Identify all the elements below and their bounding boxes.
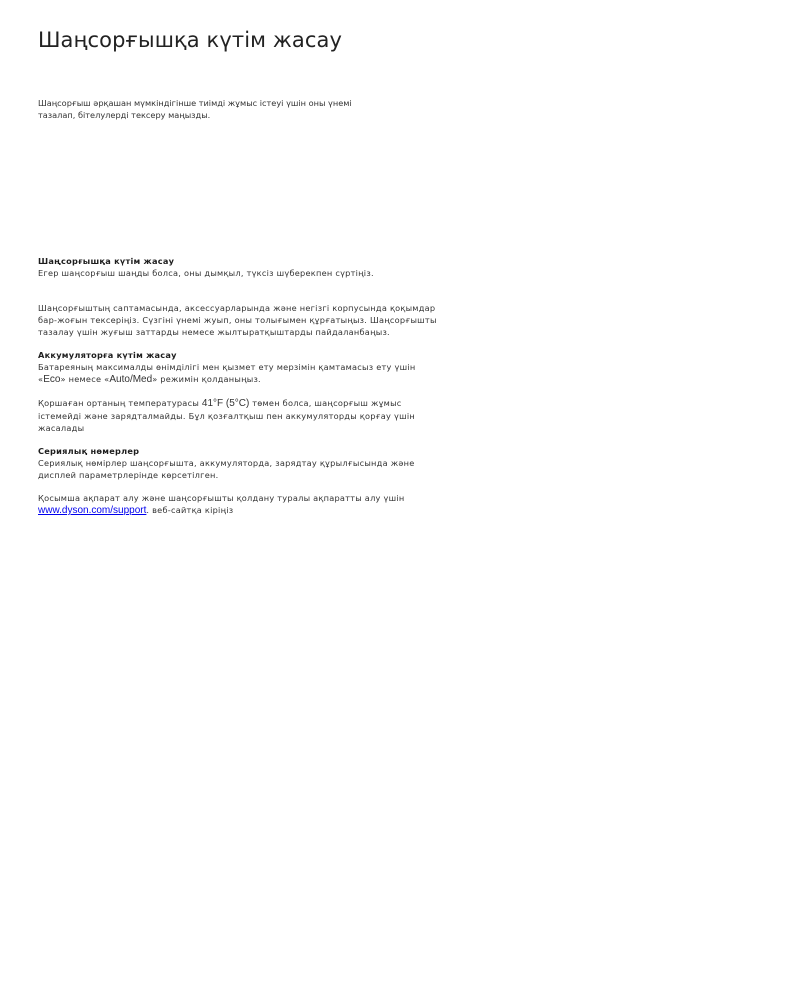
intro-text: Шаңсорғыш әрқашан мүмкіндігінше тиімді жұмыс істеуі үшін оны үнемі тазалап, бітелулерді тексеру маңызды. <box>38 98 352 120</box>
battery-mode-text: Батареяның максималды өнімділігі мен қызмет ету мерзімін қамтамасыз ету үшін «Eco» немесе «Auto/Med» режимін қолданыңыз. <box>38 362 416 385</box>
serial-heading: Сериялық нөмерлер <box>38 446 140 456</box>
serial-text: Сериялық нөмірлер шаңсорғышта, аккумуляторда, зарядтау құрылғысында және дисплей параметрлерінде көрсетілген. <box>38 458 415 480</box>
check-instruction: Шаңсорғыштың саптамасында, аксессуарларында және негізгі корпусында қоқымдар бар-жоғын тексеріңіз. Сүзгіні үнемі жуып, оны толығымен құрғатыңыз. Шаңсорғышты тазалау үшін жуғыш заттарды немесе жылтыратқыштарды пайдаланбаңыз. <box>38 303 437 337</box>
temperature-warning: Қоршаған ортаның температурасы 41°F (5°C) төмен болса, шаңсорғыш жұмыс істемейді және зарядталмайды. Бұл қозғалтқыш пен аккумуляторды қорғау үшін жасалады <box>38 398 415 433</box>
wipe-instruction: Егер шаңсорғыш шаңды болса, оны дымқыл, түксіз шүберекпен сүртіңіз. <box>38 268 374 278</box>
temperature-value: 41°F (5°C) <box>201 398 250 409</box>
support-link[interactable]: www.dyson.com/support <box>38 505 147 516</box>
support-info: Қосымша ақпарат алу және шаңсорғышты қолдану туралы ақпаратты алу үшін www.dyson.com/support. веб-сайтқа кіріңіз <box>38 493 405 516</box>
page-title: Шаңсорғышқа күтім жасау <box>38 28 342 52</box>
battery-care-heading: Аккумуляторға күтім жасау <box>38 350 177 360</box>
content-section <box>38 255 438 517</box>
eco-mode-label: Eco <box>43 374 61 385</box>
vacuum-care-heading: Шаңсорғышқа күтім жасау <box>38 256 175 266</box>
auto-mode-label: Auto/Med <box>109 374 153 385</box>
